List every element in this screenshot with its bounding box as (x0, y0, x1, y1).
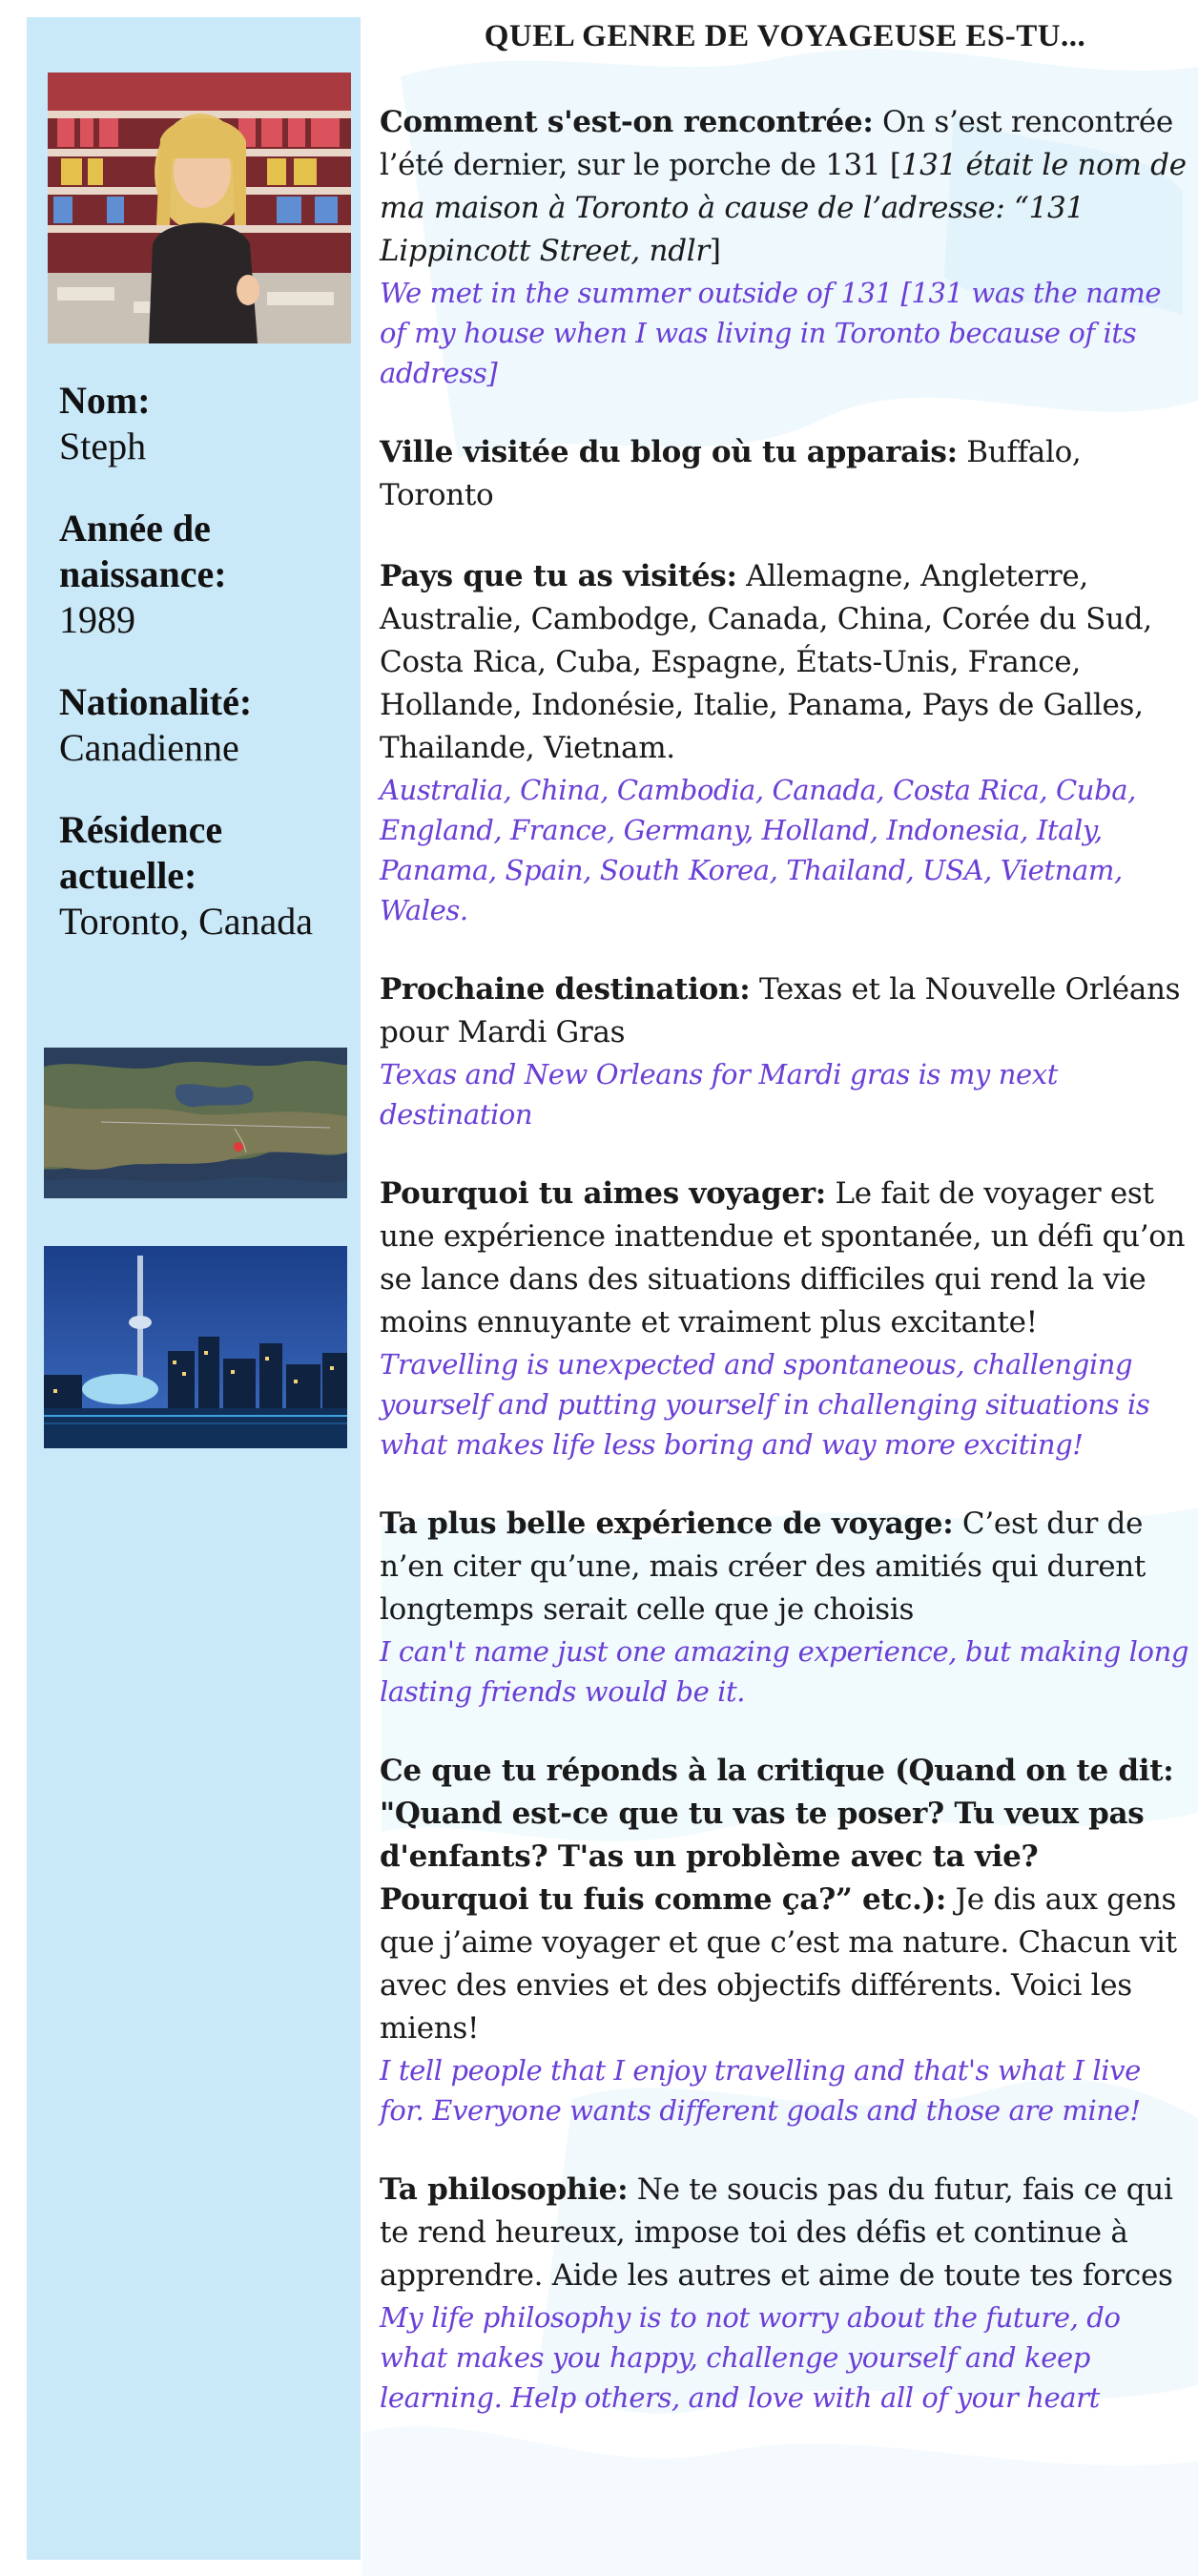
qa-city-answer: Buffalo, Toronto (380, 435, 1082, 512)
qa-city (380, 431, 1190, 517)
qa-next-destination-english: Texas and New Orleans for Mardi gras is my next destination (380, 1058, 1058, 1131)
qa-countries-answer: Allemagne, Angleterre, Australie, Cambodge, Canada, China, Corée du Sud, Costa Rica, Cuba, Espagne, États-Unis, France, Hollande, Indonésie, Italie, Panama, Pays de Galles, Thailande, Vietnam. (380, 559, 1152, 765)
qa-countries (380, 555, 1190, 930)
qa-next-destination-label: Prochaine destination: (380, 972, 751, 1007)
qa-why-travel-answer: Le fait de voyager est une expérience inattendue et spontanée, un défi qu’on se lance dans des situations difficiles qui rend la vie moins ennuyante et vraiment plus excitante! (380, 1176, 1186, 1340)
qa-why-travel-label: Pourquoi tu aimes voyager: (380, 1176, 826, 1211)
qa-meeting-answer-italic: 131 était le nom de ma maison à Toronto à cause de l’adresse: “131 Lippincott Street, ndlr (380, 148, 1187, 268)
qa-best-experience-answer: C’est dur de n’en citer qu’une, mais créer des amitiés qui durent longtemps serait celle que je choisis (380, 1506, 1146, 1627)
name-label: Nom: (59, 379, 151, 422)
qa-city-label: Ville visitée du blog où tu apparais: (380, 435, 958, 469)
residence-block (59, 807, 364, 945)
page-title: QUEL GENRE DE VOYAGEUSE ES-TU... (484, 19, 1086, 53)
qa-criticism-french (380, 1750, 1190, 2050)
qa-why-travel (380, 1173, 1190, 1465)
qa-best-experience-label: Ta plus belle expérience de voyage: (380, 1506, 954, 1541)
qa-why-travel-english: Travelling is unexpected and spontaneous, challenging yourself and putting yourself in challenging situations is what makes life less boring and way more exciting! (380, 1348, 1150, 1461)
qa-why-travel-french (380, 1173, 1190, 1344)
interview-content (380, 17, 1190, 2456)
qa-countries-french (380, 555, 1190, 770)
profile-sidebar (27, 17, 361, 2560)
nationality-block (59, 679, 364, 771)
qa-philosophy-english: My life philosophy is to not worry about the future, do what makes you happy, challenge yourself and keep learning. Help others, and love with all of your heart (380, 2301, 1121, 2414)
birth-block (59, 506, 364, 643)
qa-criticism-english: I tell people that I enjoy travelling and that's what I live for. Everyone wants different goals and those are mine! (380, 2054, 1141, 2127)
qa-best-experience-english: I can't name just one amazing experience, but making long lasting friends would be it. (380, 1635, 1189, 1708)
qa-best-experience (380, 1503, 1190, 1712)
qa-next-destination-answer: Texas et la Nouvelle Orléans pour Mardi Gras (380, 972, 1181, 1049)
location-map-image (44, 1048, 347, 1198)
qa-philosophy-french (380, 2169, 1190, 2297)
qa-philosophy-label: Ta philosophie: (380, 2172, 629, 2207)
qa-best-experience-french (380, 1503, 1190, 1631)
birth-label: Année de naissance: (59, 507, 227, 595)
qa-philosophy (380, 2169, 1190, 2418)
qa-meeting-english: We met in the summer outside of 131 [131 was the name of my house when I was living in Toronto because of its address] (380, 277, 1162, 389)
profile-info (59, 378, 364, 981)
qa-meeting-label: Comment s'est-on rencontrée: (380, 105, 874, 139)
residence-value: Toronto, Canada (59, 900, 314, 943)
qa-criticism (380, 1750, 1190, 2130)
qa-countries-english: Australia, China, Cambodia, Canada, Costa Rica, Cuba, England, France, Germany, Holland, Indonesia, Italy, Panama, Spain, South Korea, Thailand, USA, Vietnam, Wales. (380, 774, 1136, 926)
qa-meeting-answer-end: ] (709, 234, 721, 268)
residence-label: Résidence actuelle: (59, 808, 223, 897)
qa-criticism-answer: Je dis aux gens que j’aime voyager et que c’est ma nature. Chacun vit avec des envies et des objectifs différents. Voici les miens! (380, 1882, 1177, 2046)
profile-photo (48, 73, 351, 343)
qa-meeting (380, 101, 1190, 393)
name-value: Steph (59, 425, 147, 467)
toronto-skyline-image (44, 1246, 347, 1448)
qa-next-destination (380, 968, 1190, 1134)
qa-meeting-answer: On s’est rencontrée l’été dernier, sur le porche de 131 [ (380, 105, 1173, 182)
qa-philosophy-answer: Ne te soucis pas du futur, fais ce qui te rend heureux, impose toi des défis et continue à apprendre. Aide les autres et aime de toute tes forces (380, 2172, 1173, 2293)
qa-meeting-french (380, 101, 1190, 273)
qa-countries-label: Pays que tu as visités: (380, 559, 737, 593)
nationality-value: Canadienne (59, 726, 239, 769)
qa-next-destination-french (380, 968, 1190, 1054)
qa-criticism-label: Ce que tu réponds à la critique (Quand on te dit: "Quand est-ce que tu vas te poser? Tu veux pas d'enfants? T'as un problème avec ta vie? Pourquoi tu fuis comme ça?” etc.): (380, 1754, 1174, 1917)
name-block (59, 378, 364, 469)
qa-city-french (380, 431, 1190, 517)
birth-value: 1989 (59, 598, 135, 641)
nationality-label: Nationalité: (59, 680, 253, 723)
